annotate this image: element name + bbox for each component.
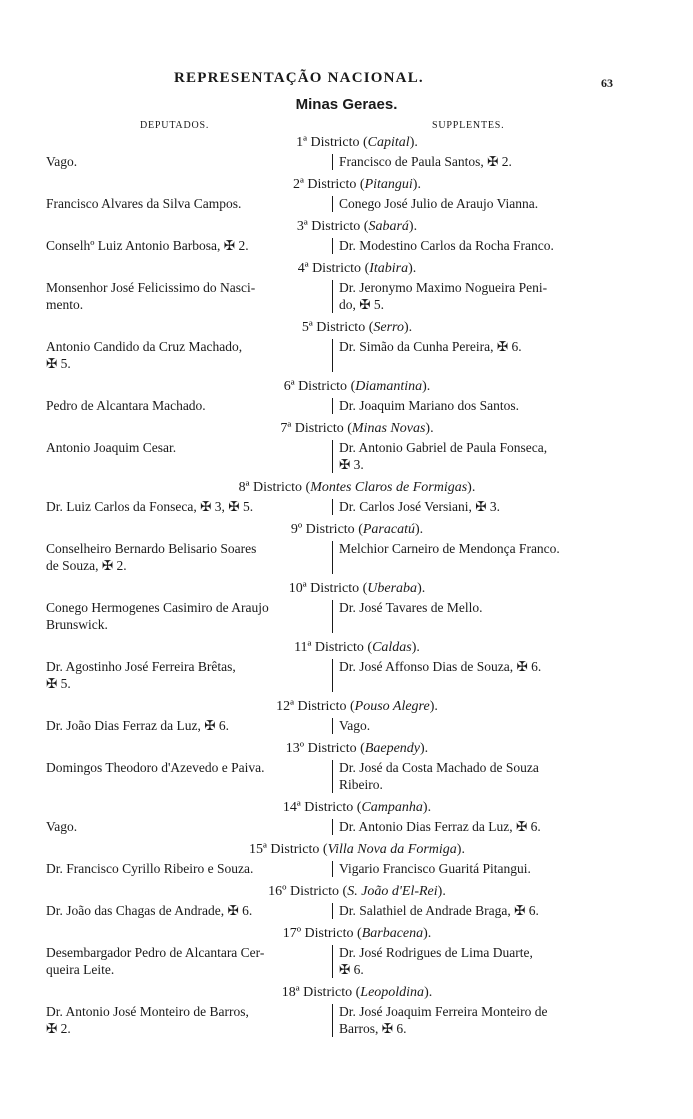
district-row — [46, 237, 620, 254]
district-label: 3ª Districto — [296, 219, 361, 234]
column-divider — [332, 760, 333, 793]
column-divider — [332, 280, 333, 313]
page-number: 63 — [601, 76, 613, 90]
district-place: Pouso Alegre — [354, 699, 430, 714]
column-divider — [332, 196, 333, 212]
deputy-name: Domingos Theodoro d'Azevedo e Paiva. — [46, 760, 265, 775]
supplent-name: Dr. José Tavares de Mello. — [339, 600, 483, 615]
supplent-name: Dr. Simão da Cunha Pereira, ✠ 6. — [339, 339, 522, 354]
deputy-name: Dr. Antonio José Monteiro de Barros, ✠ 2. — [46, 1004, 249, 1036]
district-entry — [46, 696, 620, 734]
column-divider — [332, 903, 333, 919]
district-row — [46, 338, 620, 372]
supplent-name: Dr. Joaquim Mariano dos Santos. — [339, 398, 519, 413]
district-row — [46, 397, 620, 414]
deputy-name: Vago. — [46, 154, 78, 169]
district-label: 5ª Districto — [301, 320, 366, 335]
district-entry — [46, 317, 620, 372]
supplent-name: Dr. Carlos José Versiani, ✠ 3. — [339, 499, 501, 514]
district-row — [46, 599, 620, 633]
district-place: Minas Novas — [351, 421, 426, 436]
district-label: 1ª Districto — [296, 135, 360, 150]
district-place: Paracatú — [362, 522, 415, 537]
district-label: 15ª Districto — [249, 842, 320, 857]
column-divider — [332, 440, 333, 473]
district-entry — [46, 881, 620, 919]
deputy-name: Antonio Candido da Cruz Machado, ✠ 5. — [46, 339, 243, 371]
district-heading: 7ª Districto (Minas Novas). — [280, 421, 434, 436]
deputy-name: Dr. João Dias Ferraz da Luz, ✠ 6. — [46, 718, 230, 733]
column-divider — [332, 541, 333, 574]
district-entry — [46, 839, 620, 877]
district-label: 12ª Districto — [276, 699, 347, 714]
district-heading: 11ª Districto (Caldas). — [294, 640, 420, 655]
deputy-name: Desembargador Pedro de Alcantara Cer- queira Leite. — [46, 945, 265, 977]
district-heading: 15ª Districto (Villa Nova da Formiga). — [249, 842, 465, 857]
district-entry — [46, 982, 620, 1037]
district-label: 16º Districto — [268, 884, 340, 899]
district-heading: 3ª Districto (Sabará). — [296, 219, 418, 234]
district-entry — [46, 797, 620, 835]
district-entry — [46, 738, 620, 793]
district-place: S. João d'El-Rei — [347, 884, 438, 899]
district-label: 8ª Districto — [238, 480, 303, 495]
district-label: 2ª Districto — [293, 177, 357, 192]
deputy-name: Dr. Luiz Carlos da Fonseca, ✠ 3, ✠ 5. — [46, 499, 254, 514]
district-place: Pitangui — [364, 177, 413, 192]
district-entry — [46, 174, 620, 212]
district-place: Caldas — [372, 640, 412, 655]
district-list — [46, 132, 620, 1041]
district-entry — [46, 637, 620, 692]
district-place: Diamantina — [355, 379, 423, 394]
district-heading: 1ª Districto (Capital). — [296, 135, 418, 150]
district-heading: 5ª Districto (Serro). — [301, 320, 413, 335]
district-heading: 4ª Districto (Itabira). — [297, 261, 417, 276]
district-place: Serro — [373, 320, 404, 335]
district-entry — [46, 132, 620, 170]
district-heading: 13º Districto (Baependy). — [285, 741, 429, 756]
column-divider — [332, 499, 333, 515]
district-place: Itabira — [369, 261, 409, 276]
column-divider — [332, 398, 333, 414]
district-place: Barbacena — [361, 926, 424, 941]
column-divider — [332, 945, 333, 978]
district-heading: 8ª Districto (Montes Claros de Formigas). — [238, 480, 476, 495]
supplent-name: Dr. José da Costa Machado de Souza Ribeiro. — [339, 760, 539, 792]
deputy-name: Vago. — [46, 819, 78, 834]
column-divider — [332, 718, 333, 734]
column-header-supplents: SUPPLENTES. — [432, 120, 505, 131]
column-divider — [332, 819, 333, 835]
column-header-deputies: DEPUTADOS. — [140, 120, 210, 131]
district-row — [46, 759, 620, 793]
district-place: Villa Nova da Formiga — [327, 842, 457, 857]
district-entry — [46, 418, 620, 473]
supplent-name: Vago. — [339, 718, 371, 733]
district-row — [46, 279, 620, 313]
district-label: 13º Districto — [285, 741, 357, 756]
district-heading: 18ª Districto (Leopoldina). — [281, 985, 433, 1000]
district-place: Baependy — [364, 741, 421, 756]
supplent-name: Dr. José Joaquim Ferreira Monteiro de Barros, ✠ 6. — [339, 1004, 548, 1036]
district-row — [46, 540, 620, 574]
supplent-name: Dr. Salathiel de Andrade Braga, ✠ 6. — [339, 903, 539, 918]
supplent-name: Dr. Antonio Gabriel de Paula Fonseca, ✠ 3. — [339, 440, 548, 472]
column-divider — [332, 600, 333, 633]
district-row — [46, 902, 620, 919]
deputy-name: Antonio Joaquim Cesar. — [46, 440, 177, 455]
column-divider — [332, 238, 333, 254]
district-place: Leopoldina — [360, 985, 425, 1000]
district-heading: 9º Districto (Paracatú). — [290, 522, 424, 537]
district-row — [46, 1003, 620, 1037]
district-label: 18ª Districto — [281, 985, 353, 1000]
district-place: Capital — [367, 135, 410, 150]
column-divider — [332, 861, 333, 877]
supplent-name: Dr. José Rodrigues de Lima Duarte, ✠ 6. — [339, 945, 533, 977]
district-row — [46, 818, 620, 835]
district-place: Montes Claros de Formigas — [310, 480, 468, 495]
deputy-name: Conselheiro Bernardo Belisario Soares de Souza, ✠ 2. — [46, 541, 257, 573]
district-row — [46, 944, 620, 978]
supplent-name: Dr. Antonio Dias Ferraz da Luz, ✠ 6. — [339, 819, 541, 834]
deputy-name: Dr. Agostinho José Ferreira Brêtas, ✠ 5. — [46, 659, 236, 691]
supplent-name: Vigario Francisco Guaritá Pitangui. — [339, 861, 531, 876]
supplent-name: Francisco de Paula Santos, ✠ 2. — [339, 154, 512, 169]
page-header-title: REPRESENTAÇÃO NACIONAL. — [174, 70, 424, 86]
province-title: Minas Geraes. — [295, 96, 398, 113]
supplent-name: Dr. José Affonso Dias de Souza, ✠ 6. — [339, 659, 542, 674]
supplent-name: Melchior Carneiro de Mendonça Franco. — [339, 541, 560, 556]
district-label: 6ª Districto — [283, 379, 348, 394]
district-row — [46, 153, 620, 170]
district-label: 9º Districto — [290, 522, 355, 537]
column-divider — [332, 1004, 333, 1037]
district-row — [46, 717, 620, 734]
supplent-name: Conego José Julio de Araujo Vianna. — [339, 196, 539, 211]
district-row — [46, 860, 620, 877]
district-entry — [46, 258, 620, 313]
column-divider — [332, 339, 333, 372]
district-heading: 2ª Districto (Pitangui). — [293, 177, 421, 192]
column-divider — [332, 154, 333, 170]
district-label: 11ª Districto — [294, 640, 364, 655]
district-heading: 12ª Districto (Pouso Alegre). — [276, 699, 438, 714]
district-heading: 16º Districto (S. João d'El-Rei). — [268, 884, 446, 899]
district-entry — [46, 578, 620, 633]
district-heading: 17º Districto (Barbacena). — [282, 926, 432, 941]
district-place: Campanha — [361, 800, 423, 815]
district-entry — [46, 519, 620, 574]
deputy-name: Dr. Francisco Cyrillo Ribeiro e Souza. — [46, 861, 254, 876]
district-label: 10ª Districto — [288, 581, 360, 596]
deputy-name: Monsenhor José Felicissimo do Nasci- mento. — [46, 280, 256, 312]
deputy-name: Francisco Alvares da Silva Campos. — [46, 196, 242, 211]
district-label: 7ª Districto — [280, 421, 344, 436]
supplent-name: Dr. Modestino Carlos da Rocha Franco. — [339, 238, 554, 253]
district-label: 14ª Districto — [282, 800, 354, 815]
district-place: Sabará — [368, 219, 409, 234]
district-label: 4ª Districto — [297, 261, 362, 276]
column-divider — [332, 659, 333, 692]
deputy-name: Pedro de Alcantara Machado. — [46, 398, 206, 413]
district-row — [46, 658, 620, 692]
district-entry — [46, 923, 620, 978]
district-row — [46, 439, 620, 473]
district-heading: 10ª Districto (Uberaba). — [288, 581, 426, 596]
district-entry — [46, 477, 620, 515]
supplent-name: Dr. Jeronymo Maximo Nogueira Peni- do, ✠ 5. — [339, 280, 548, 312]
district-entry — [46, 216, 620, 254]
deputy-name: Dr. João das Chagas de Andrade, ✠ 6. — [46, 903, 253, 918]
district-row — [46, 498, 620, 515]
district-heading: 14ª Districto (Campanha). — [282, 800, 432, 815]
district-entry — [46, 376, 620, 414]
district-heading: 6ª Districto (Diamantina). — [283, 379, 431, 394]
deputy-name: Conselhº Luiz Antonio Barbosa, ✠ 2. — [46, 238, 249, 253]
deputy-name: Conego Hermogenes Casimiro de Araujo Brunswick. — [46, 600, 269, 632]
district-label: 17º Districto — [282, 926, 354, 941]
district-place: Uberaba — [367, 581, 418, 596]
district-row — [46, 195, 620, 212]
